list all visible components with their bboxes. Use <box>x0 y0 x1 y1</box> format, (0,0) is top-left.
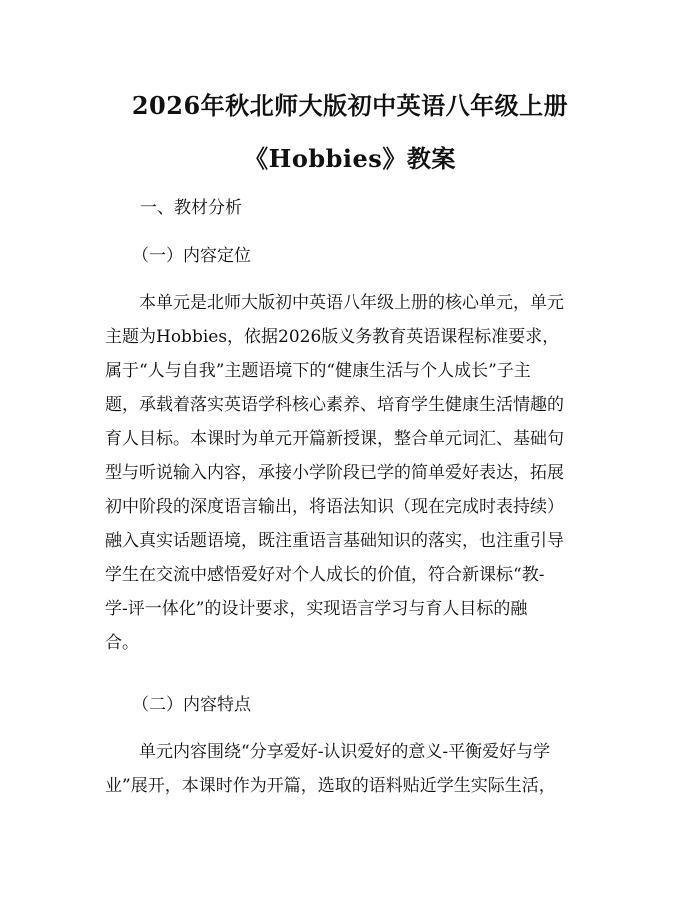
document-title-line-1: 2026年秋北师大版初中英语八年级上册 <box>131 91 569 120</box>
paragraph-line: 本单元是北师大版初中英语八年级上册的核心单元，单元 <box>139 293 564 313</box>
paragraph-content-features <box>105 735 605 803</box>
subsection-heading-content-positioning: （一）内容定位 <box>132 246 251 266</box>
subsection-heading-content-features: （二）内容特点 <box>132 695 251 715</box>
paragraph-line: 学生在交流中感悟爱好对个人成长的价值，符合新课标“教- <box>105 565 545 585</box>
paragraph-line: 融入真实话题语境，既注重语言基础知识的落实，也注重引导 <box>105 531 564 551</box>
paragraph-content-positioning <box>105 286 605 660</box>
paragraph-line: 属于“人与自我”主题语境下的“健康生活与个人成长”子主 <box>105 361 531 381</box>
paragraph-line: 业”展开，本课时作为开篇，选取的语料贴近学生实际生活， <box>105 776 556 796</box>
paragraph-line: 学-评一体化”的设计要求，实现语言学习与育人目标的融 <box>105 599 528 619</box>
paragraph-line: 型与听说输入内容，承接小学阶段已学的简单爱好表达，拓展 <box>105 463 564 483</box>
paragraph-line: 育人目标。本课时为单元开篇新授课，整合单元词汇、基础句 <box>105 429 564 449</box>
document-title-line-2: 《Hobbies》教案 <box>244 144 456 173</box>
section-heading-textbook-analysis: 一、教材分析 <box>140 198 242 218</box>
paragraph-line: 题，承载着落实英语学科核心素养、培育学生健康生活情趣的 <box>105 395 564 415</box>
paragraph-line: 初中阶段的深度语言输出，将语法知识（现在完成时表持续） <box>105 497 564 517</box>
paragraph-line: 主题为Hobbies，依据2026版义务教育英语课程标准要求， <box>105 327 560 347</box>
paragraph-line: 单元内容围绕“分享爱好-认识爱好的意义-平衡爱好与学 <box>139 742 551 762</box>
paragraph-line: 合。 <box>105 633 139 653</box>
